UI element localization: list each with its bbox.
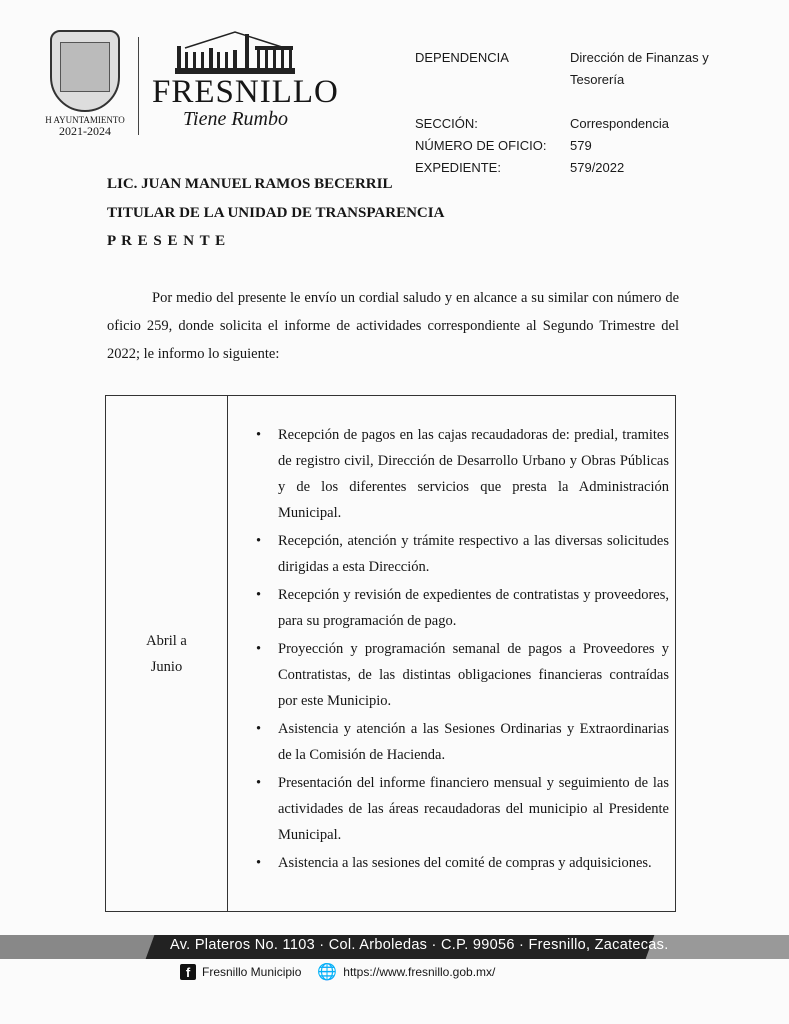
list-item: • Proyección y programación semanal de pagos a Proveedores y Contratistas, de las distintas obligaciones financieras contraídas por este Municipio. [254, 636, 669, 714]
field-value: 579/2022 [570, 160, 625, 175]
column-divider [227, 396, 228, 911]
logo-tagline: Tiene Rumbo [183, 108, 288, 130]
activities-table [105, 395, 676, 912]
fresnillo-skyline-logo [175, 28, 295, 76]
field-value: 579 [570, 138, 592, 153]
website-link[interactable]: https://www.fresnillo.gob.mx/ [343, 965, 496, 979]
footer-address: Av. Plateros No. 1103 · Col. Arboledas · C.P. 99056 · Fresnillo, Zacatecas. [170, 937, 669, 953]
footer-bar-left [0, 935, 160, 959]
field-label: SECCIÓN: [415, 116, 478, 131]
administration-period: 2021-2024 [59, 124, 111, 138]
footer-contact [180, 962, 495, 982]
addressee-name: LIC. JUAN MANUEL RAMOS BECERRIL [107, 176, 393, 192]
facebook-icon: f [180, 964, 196, 980]
facebook-link[interactable]: Fresnillo Municipio [202, 965, 302, 979]
list-item: • Presentación del informe financiero mensual y seguimiento de las actividades de las áreas recaudadoras del municipio al Presidente Municipal. [254, 770, 669, 848]
logo-title: FRESNILLO [152, 74, 339, 110]
list-item: • Asistencia y atención a las Sesiones Ordinarias y Extraordinarias de la Comisión de Hacienda. [254, 716, 669, 768]
activities-list [254, 422, 669, 878]
field-label: EXPEDIENTE: [415, 160, 501, 175]
document-header-fields [415, 47, 725, 179]
list-item: • Asistencia a las sesiones del comité de compras y adquisiciones. [254, 850, 669, 876]
list-item: • Recepción, atención y trámite respectivo a las diversas solicitudes dirigidas a esta Dirección. [254, 528, 669, 580]
globe-icon: 🌐 [317, 964, 338, 981]
addressee-title: TITULAR DE LA UNIDAD DE TRANSPARENCIA [107, 205, 445, 221]
municipal-seal [50, 30, 120, 112]
body-paragraph: Por medio del presente le envío un cordial saludo y en alcance a su similar con número de oficio 259, donde solicita el informe de actividades correspondiente al Segundo Trimestre del 2022; le informo lo siguiente: [107, 290, 679, 362]
period-cell: Abril a Junio [146, 633, 187, 675]
ayuntamiento-label: H AYUNTAMIENTO [45, 115, 125, 125]
list-item: • Recepción y revisión de expedientes de contratistas y proveedores, para su programación de pago. [254, 582, 669, 634]
field-label: NÚMERO DE OFICIO: [415, 138, 547, 153]
list-item: • Recepción de pagos en las cajas recaudadoras de: predial, tramites de registro civil, Dirección de Desarrollo Urbano y Obras Públicas y de los diferentes servicios que presta la Administración Municipal. [254, 422, 669, 526]
field-value: Correspondencia [570, 116, 670, 131]
field-label: DEPENDENCIA [415, 50, 509, 65]
field-value: Dirección de Finanzas y Tesorería [570, 50, 709, 87]
logo-divider [138, 37, 139, 135]
presente: P R E S E N T E [107, 233, 227, 249]
